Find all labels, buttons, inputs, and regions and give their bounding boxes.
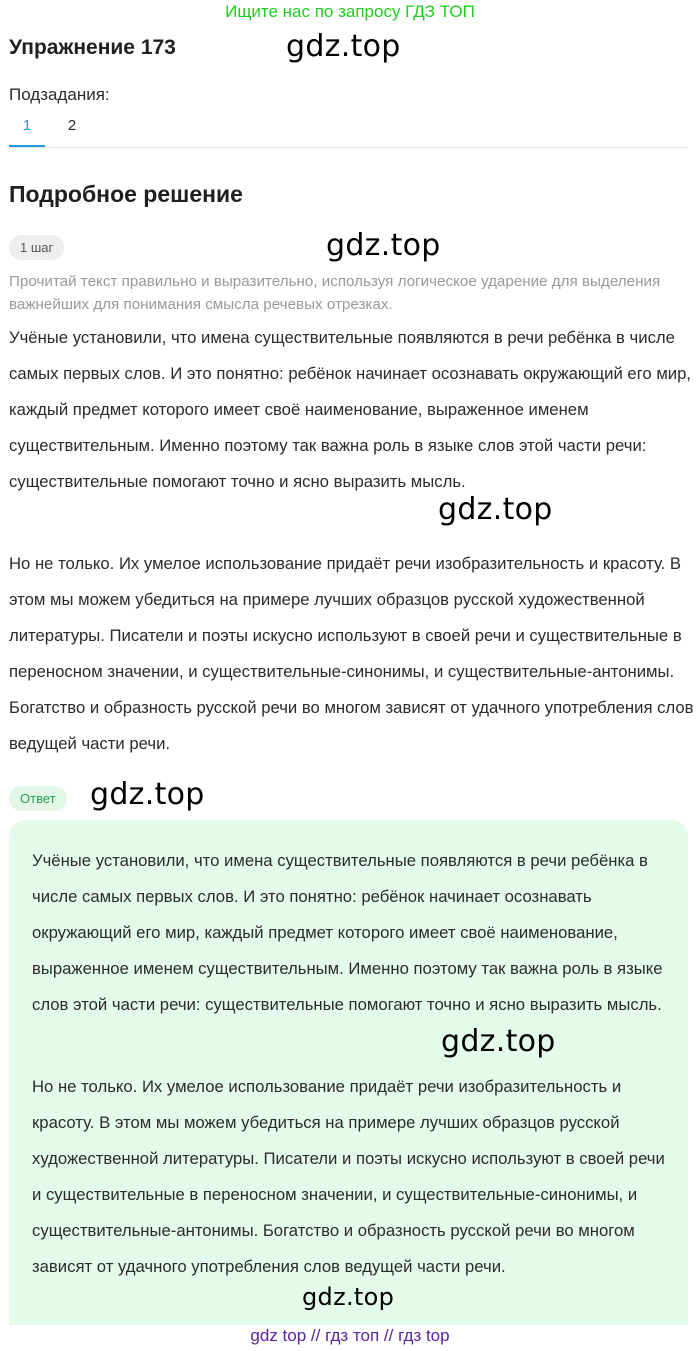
tab-subtask-1[interactable]: 1	[9, 112, 45, 147]
footer-links[interactable]: gdz top // гдз топ // гдз top	[250, 1326, 450, 1345]
promo-banner[interactable]: Ищите нас по запросу ГДЗ ТОП	[225, 2, 475, 21]
step-hint: Прочитай текст правильно и выразительно, используя логическое ударение для выделения важнейших для понимания смысла речевых отрезках.	[9, 273, 661, 313]
watermark: gdz.top	[302, 1283, 395, 1311]
tab-subtask-2[interactable]: 2	[67, 117, 77, 134]
subtask-tabs	[9, 112, 688, 148]
subtasks-label: Подзадания:	[9, 85, 110, 104]
watermark: gdz.top	[441, 1024, 556, 1059]
solution-paragraph-1: Учёные установили, что имена существительные появляются в речи ребёнка в числе самых первых слов. И это понятно: ребёнок начинает осознавать окружающий его мир, каждый предмет которого имеет своё наименование, выраженное именем существительным. Именно поэтому так важна роль в языке слов этой части речи: существительные помогают точно и ясно выразить мысль.	[9, 328, 692, 491]
watermark: gdz.top	[326, 228, 441, 263]
solution-paragraph-2: Но не только. Их умелое использование придаёт речи изобразительность и красоту. В этом мы можем убедиться на примере лучших образцов русской художественной литературы. Писатели и поэты искусно используют в своей речи и существительные в переносном значении, и существительные-синонимы, и существительные-антонимы. Богатство и образность русской речи во многом зависят от удачного употребления слов ведущей части речи.	[9, 554, 694, 753]
section-title: Подробное решение	[9, 181, 243, 207]
answer-badge: Ответ	[9, 786, 67, 811]
watermark: gdz.top	[438, 492, 553, 527]
answer-paragraph-1: Учёные установили, что имена существительные появляются в речи ребёнка в числе самых первых слов. И это понятно: ребёнок начинает осознавать окружающий его мир, каждый предмет которого имеет своё наименование, выраженное именем существительным. Именно поэтому так важна роль в языке слов этой части речи: существительные помогают точно и ясно выразить мысль.	[32, 851, 663, 1014]
answer-paragraph-2: Но не только. Их умелое использование придаёт речи изобразительность и красоту. В этом мы можем убедиться на примере лучших образцов русской художественной литературы. Писатели и поэты искусно используют в своей речи и существительные в переносном значении, и существительные-синонимы, и существительные-антонимы. Богатство и образность русской речи во многом зависят от удачного употребления слов ведущей части речи.	[32, 1077, 665, 1276]
step-badge: 1 шаг	[9, 235, 64, 260]
page-title: Упражнение 173	[9, 36, 176, 59]
watermark: gdz.top	[90, 777, 205, 812]
watermark: gdz.top	[286, 29, 401, 64]
